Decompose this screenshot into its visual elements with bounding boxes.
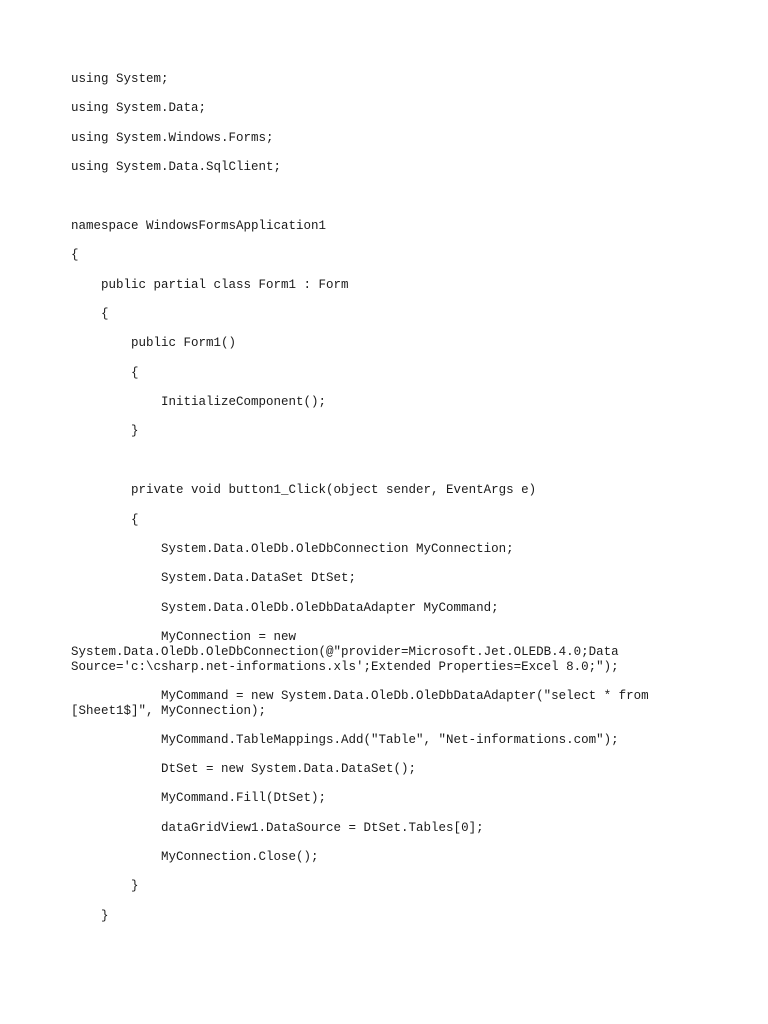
code-line: System.Data.DataSet DtSet; bbox=[71, 571, 357, 585]
code-line: using System; bbox=[71, 72, 169, 86]
code-line: using System.Windows.Forms; bbox=[71, 131, 274, 145]
code-line: { bbox=[71, 366, 139, 380]
code-line: { bbox=[71, 307, 109, 321]
code-line: MyCommand.Fill(DtSet); bbox=[71, 791, 327, 805]
code-line: { bbox=[71, 513, 139, 527]
code-line: using System.Data; bbox=[71, 101, 207, 115]
code-line: } bbox=[71, 879, 139, 893]
code-line: DtSet = new System.Data.DataSet(); bbox=[71, 762, 417, 776]
code-line: } bbox=[71, 424, 139, 438]
code-line: MyCommand = new System.Data.OleDb.OleDbDataAdapter("select * from [Sheet1$]", MyConnection); bbox=[71, 689, 649, 718]
code-line: InitializeComponent(); bbox=[71, 395, 327, 409]
code-line: dataGridView1.DataSource = DtSet.Tables[0]; bbox=[71, 821, 484, 835]
code-line: System.Data.OleDb.OleDbDataAdapter MyCommand; bbox=[71, 601, 499, 615]
code-line: private void button1_Click(object sender, EventArgs e) bbox=[71, 483, 537, 497]
code-line: public Form1() bbox=[71, 336, 237, 350]
code-line: using System.Data.SqlClient; bbox=[71, 160, 282, 174]
code-line: MyCommand.TableMappings.Add("Table", "Net-informations.com"); bbox=[71, 733, 619, 747]
code-line: public partial class Form1 : Form bbox=[71, 278, 349, 292]
code-line: System.Data.OleDb.OleDbConnection MyConnection; bbox=[71, 542, 514, 556]
code-line: } bbox=[71, 909, 109, 923]
code-line: { bbox=[71, 248, 79, 262]
code-line: namespace WindowsFormsApplication1 bbox=[71, 219, 327, 233]
code-line: MyConnection = new System.Data.OleDb.OleDbConnection(@"provider=Microsoft.Jet.OLEDB.4.0;Data Source='c:\csharp.net-informations.xls';Extended Properties=Excel 8.0;"); bbox=[71, 630, 619, 674]
code-line: MyConnection.Close(); bbox=[71, 850, 319, 864]
